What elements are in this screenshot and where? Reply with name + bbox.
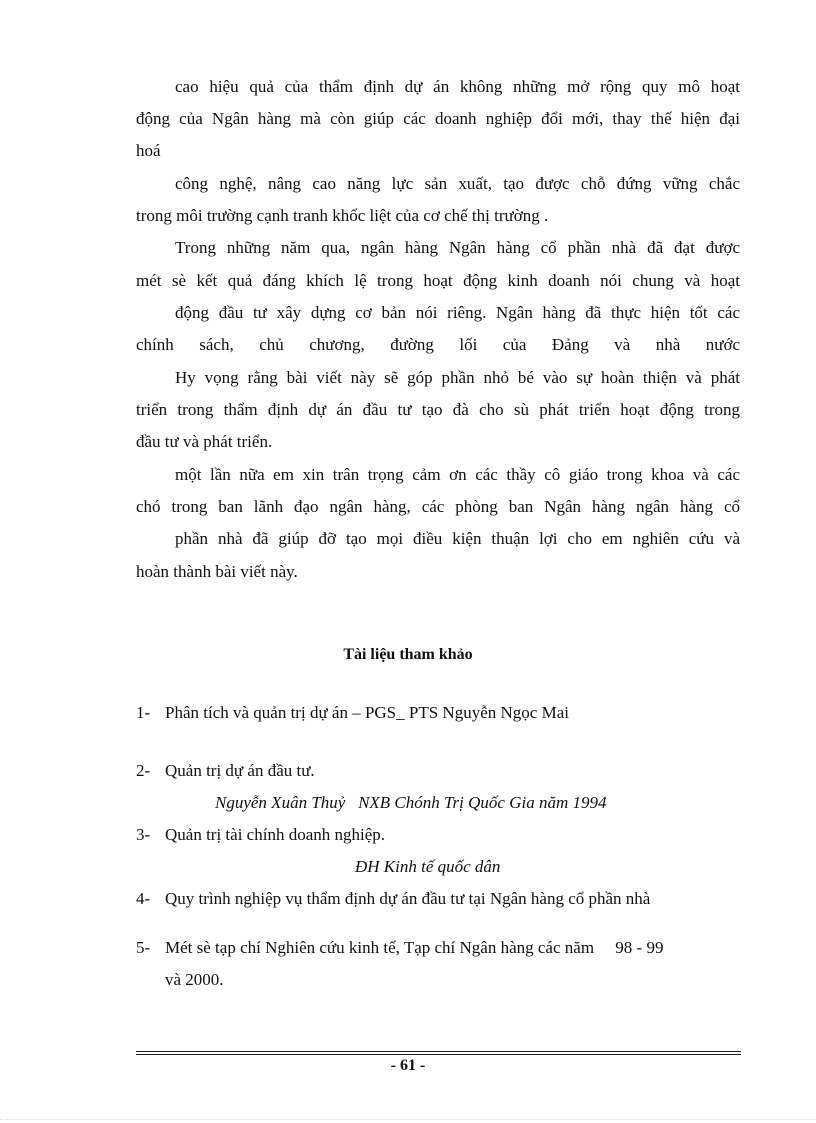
- body-line: đầu tư và phát triển.: [136, 432, 273, 451]
- reference-number: 4-: [136, 889, 151, 908]
- body-line: động của Ngân hàng mà còn giúp các doanh nghiệp đổi mới, thay thế hiện đại: [136, 109, 740, 128]
- footer-rule: [136, 1051, 741, 1052]
- reference-number: 5-: [136, 938, 151, 957]
- page-number: - 61 -: [390, 1057, 426, 1074]
- reference-subline: ĐH Kinh tế quốc dân: [355, 857, 501, 876]
- reference-continuation: và 2000.: [165, 970, 224, 989]
- body-line: công nghệ, nâng cao năng lực sản xuất, tạo được chỗ đứng vững chắc: [175, 174, 740, 193]
- body-line: một lần nữa em xin trân trọng cảm ơn các thầy cô giáo trong khoa và các: [175, 465, 740, 484]
- body-line: hoàn thành bài viết này.: [136, 562, 298, 581]
- page-edge: [0, 1119, 816, 1120]
- body-line: Trong những năm qua, ngân hàng Ngân hàng cổ phần nhà đã đạt được: [175, 238, 740, 257]
- body-line: trong môi trường cạnh tranh khốc liệt của cơ chế thị trường .: [136, 206, 549, 225]
- body-line: cao hiệu quả của thẩm định dự án không những mở rộng quy mô hoạt: [175, 77, 740, 96]
- reference-subline: Nguyễn Xuân Thuỷ NXB Chónh Trị Quốc Gia năm 1994: [215, 793, 607, 812]
- footer-rule: [136, 1054, 741, 1055]
- reference-number: 3-: [136, 825, 151, 844]
- body-line: mét sè kết quả đáng khích lệ trong hoạt động kinh doanh nói chung và hoạt: [136, 271, 740, 290]
- reference-number: 1-: [136, 703, 151, 722]
- reference-text: Phân tích và quản trị dự án – PGS_ PTS Nguyễn Ngọc Mai: [165, 703, 569, 722]
- reference-number: 2-: [136, 761, 151, 780]
- body-line: chó trong ban lãnh đạo ngân hàng, các phòng ban Ngân hàng ngân hàng cổ: [136, 497, 740, 516]
- body-line: chính sách, chủ chương, đường lối của Đảng và nhà nước: [136, 335, 740, 354]
- body-line: Hy vọng rằng bài viết này sẽ góp phần nhỏ bé vào sự hoàn thiện và phát: [175, 368, 740, 387]
- reference-text: Quy trình nghiệp vụ thẩm định dự án đầu tư tại Ngân hàng cổ phần nhà: [165, 889, 651, 908]
- body-line: hoá: [136, 141, 161, 160]
- body-line: triển trong thẩm định dự án đầu tư tạo đà cho sù phát triển hoạt động trong: [136, 400, 740, 419]
- references-heading: Tài liệu tham khảo: [343, 646, 473, 663]
- body-line: động đầu tư xây dựng cơ bản nói riêng. Ngân hàng đã thực hiện tốt các: [175, 303, 740, 322]
- reference-text: Quản trị tài chính doanh nghiệp.: [165, 825, 386, 844]
- reference-text: Mét sè tạp chí Nghiên cứu kinh tế, Tạp chí Ngân hàng các năm 98 - 99: [165, 938, 664, 957]
- reference-text: Quản trị dự án đầu tư.: [165, 761, 315, 780]
- body-line: phần nhà đã giúp đỡ tạo mọi điều kiện thuận lợi cho em nghiên cứu và: [175, 529, 740, 548]
